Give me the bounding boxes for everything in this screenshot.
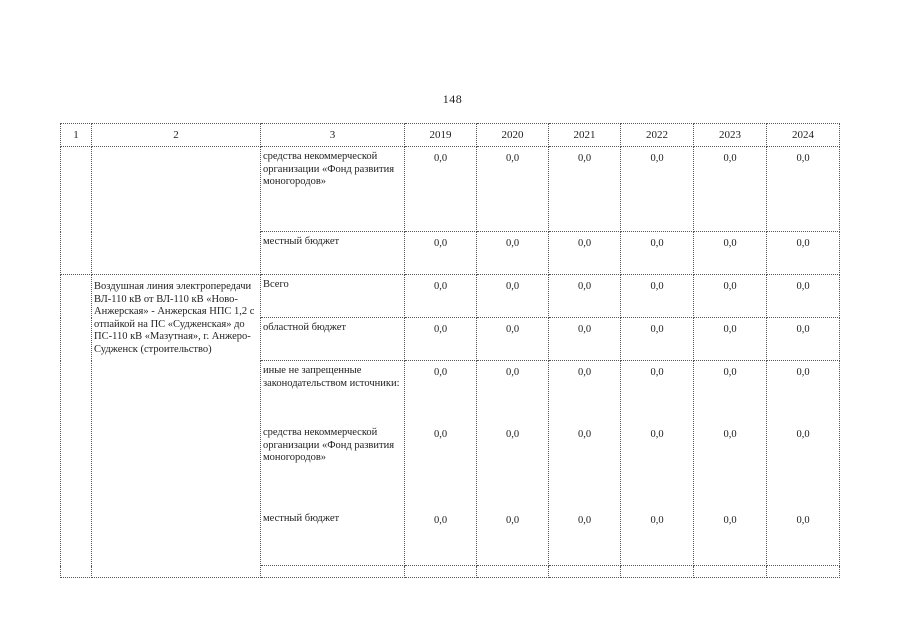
source-cell: средства некоммерческой организации «Фонд развития моногородов» — [261, 147, 405, 232]
value-stack-cell — [405, 361, 477, 566]
header-row — [61, 124, 840, 147]
header-cell: 2 — [92, 124, 261, 147]
header-cell: 2024 — [767, 124, 840, 147]
value-text: 0,0 — [577, 515, 592, 526]
budget-table-container — [60, 123, 840, 578]
budget-table — [60, 123, 840, 578]
value-text: 0,0 — [433, 367, 448, 378]
empty-cell — [549, 566, 621, 578]
value-cell: 0,0 — [549, 232, 621, 275]
value-cell: 0,0 — [405, 318, 477, 361]
empty-cell — [694, 566, 767, 578]
value-cell: 0,0 — [767, 275, 840, 318]
source-cell: местный бюджет — [261, 232, 405, 275]
empty-cell — [261, 566, 405, 578]
value-stack-cell — [477, 361, 549, 566]
source-cell: областной бюджет — [261, 318, 405, 361]
empty-cell — [405, 566, 477, 578]
value-text: 0,0 — [505, 515, 520, 526]
value-cell: 0,0 — [767, 147, 840, 232]
empty-cell — [767, 566, 840, 578]
value-cell: 0,0 — [549, 147, 621, 232]
object-name-cell: Воздушная линия электропередачи ВЛ-110 кВ от ВЛ-110 кВ «Ново-Анжерская» - Анжерская НПС 1,2 с отпайкой на ПС «Судженская» до ПС-110 кВ «Мазутная», г. Анжеро-Судженск (строительство) — [92, 275, 261, 578]
header-cell: 2021 — [549, 124, 621, 147]
header-cell: 2022 — [621, 124, 694, 147]
value-cell: 0,0 — [694, 147, 767, 232]
source-cell: Всего — [261, 275, 405, 318]
value-text: 0,0 — [433, 515, 448, 526]
source-text: местный бюджет — [263, 513, 340, 524]
value-stack-cell — [767, 361, 840, 566]
value-text: 0,0 — [505, 367, 520, 378]
value-text: 0,0 — [796, 367, 810, 378]
value-text: 0,0 — [796, 429, 810, 440]
value-cell: 0,0 — [477, 275, 549, 318]
value-cell: 0,0 — [549, 275, 621, 318]
value-cell: 0,0 — [694, 275, 767, 318]
value-cell: 0,0 — [621, 147, 694, 232]
value-text: 0,0 — [650, 429, 664, 440]
value-text: 0,0 — [650, 515, 664, 526]
value-text: 0,0 — [723, 515, 737, 526]
header-cell: 2023 — [694, 124, 767, 147]
value-text: 0,0 — [796, 515, 810, 526]
value-cell: 0,0 — [767, 318, 840, 361]
empty-cell — [477, 566, 549, 578]
index-cell — [61, 147, 92, 275]
value-cell: 0,0 — [477, 232, 549, 275]
index-cell — [61, 275, 92, 578]
header-cell: 1 — [61, 124, 92, 147]
value-cell: 0,0 — [621, 275, 694, 318]
table-row — [61, 147, 840, 232]
value-cell: 0,0 — [694, 232, 767, 275]
value-text: 0,0 — [577, 429, 592, 440]
value-stack-cell — [549, 361, 621, 566]
source-text: средства некоммерческой организации «Фонд развития моногородов» — [263, 427, 395, 463]
source-text: иные не запрещенные законодательством источники: — [263, 365, 400, 389]
value-cell: 0,0 — [621, 318, 694, 361]
page-number: 148 — [442, 92, 463, 106]
value-stack-cell — [621, 361, 694, 566]
value-cell: 0,0 — [477, 318, 549, 361]
value-cell: 0,0 — [694, 318, 767, 361]
object-cell — [92, 147, 261, 275]
value-cell: 0,0 — [405, 232, 477, 275]
value-cell: 0,0 — [405, 147, 477, 232]
value-text: 0,0 — [723, 367, 737, 378]
header-cell: 2020 — [477, 124, 549, 147]
value-text: 0,0 — [577, 367, 592, 378]
value-cell: 0,0 — [477, 147, 549, 232]
header-cell: 3 — [261, 124, 405, 147]
header-cell: 2019 — [405, 124, 477, 147]
empty-cell — [621, 566, 694, 578]
value-cell: 0,0 — [549, 318, 621, 361]
value-cell: 0,0 — [767, 232, 840, 275]
value-text: 0,0 — [650, 367, 664, 378]
source-stack-cell — [261, 361, 405, 566]
value-cell: 0,0 — [621, 232, 694, 275]
value-text: 0,0 — [723, 429, 737, 440]
value-cell: 0,0 — [405, 275, 477, 318]
value-text: 0,0 — [433, 429, 448, 440]
value-stack-cell — [694, 361, 767, 566]
table-row — [61, 275, 840, 318]
value-text: 0,0 — [505, 429, 520, 440]
